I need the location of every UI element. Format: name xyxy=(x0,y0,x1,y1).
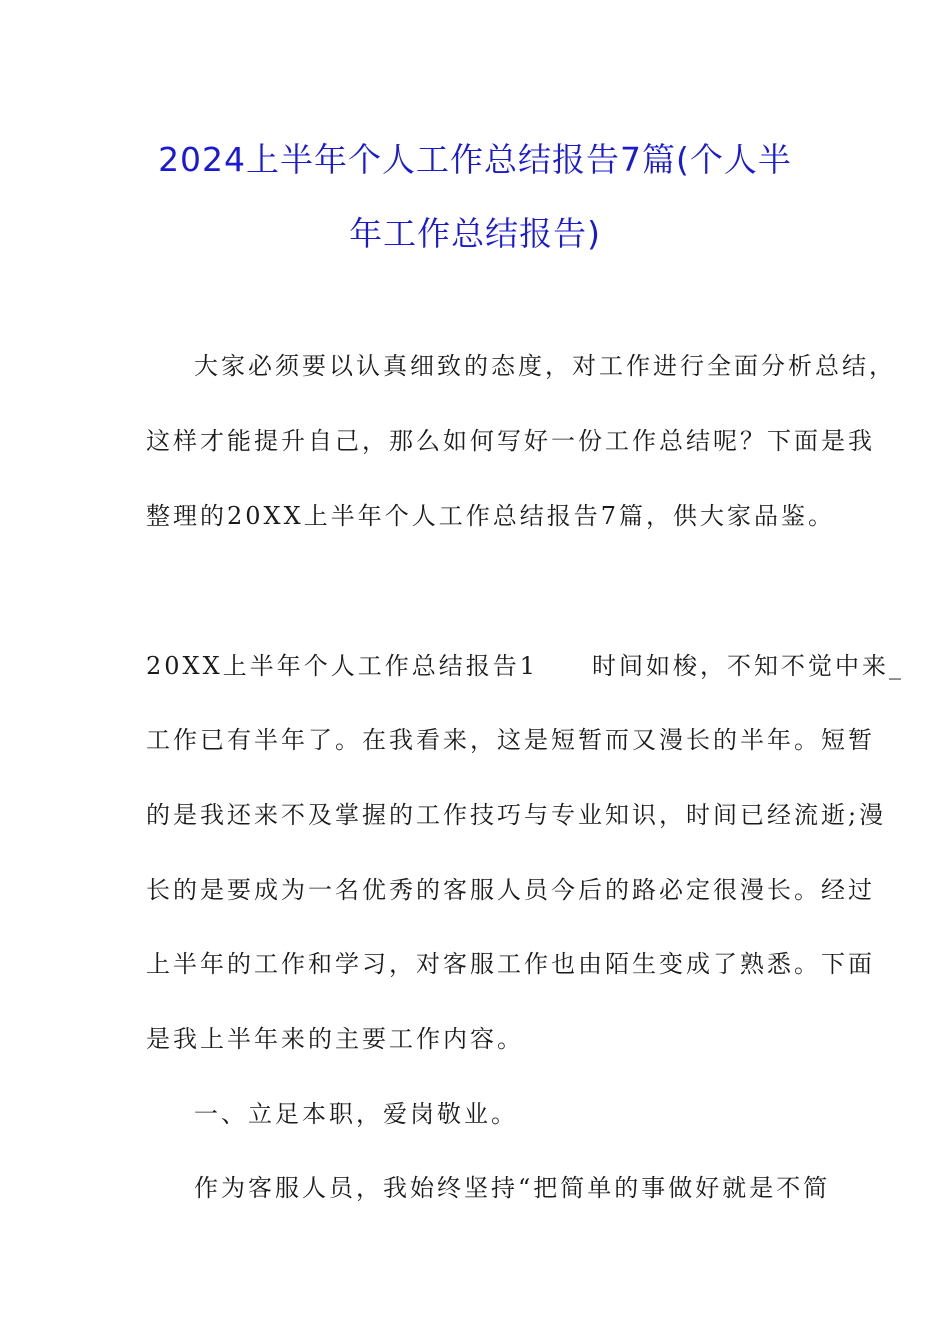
document-title-line-1: 2024上半年个人工作总结报告7篇(个人半 xyxy=(158,140,792,179)
section-1-body-line-5: 是我上半年来的主要工作内容。 xyxy=(146,1025,524,1053)
document-title-line-2: 年工作总结报告) xyxy=(349,214,601,253)
section-1-body-line-3: 长的是要成为一名优秀的客服人员今后的路必定很漫长。经过 xyxy=(146,876,875,904)
intro-line-3: 整理的20XX上半年个人工作总结报告7篇，供大家品鉴。 xyxy=(146,502,835,530)
intro-line-1: 大家必须要以认真细致的态度，对工作进行全面分析总结， xyxy=(194,352,896,380)
section-1-heading-line: 20XX上半年个人工作总结报告1 时间如梭，不知不觉中来_ xyxy=(146,652,904,680)
body-last-line: 作为客服人员，我始终坚持“把简单的事做好就是不简 xyxy=(194,1174,831,1202)
section-1-body-line-1: 工作已有半年了。在我看来，这是短暂而又漫长的半年。短暂 xyxy=(146,726,875,754)
intro-line-2: 这样才能提升自己，那么如何写好一份工作总结呢？下面是我 xyxy=(146,427,875,455)
section-1-body-line-4: 上半年的工作和学习，对客服工作也由陌生变成了熟悉。下面 xyxy=(146,950,875,978)
subheading: 一、立足本职，爱岗敬业。 xyxy=(194,1100,518,1128)
section-1-body-line-2: 的是我还来不及掌握的工作技巧与专业知识，时间已经流逝;漫 xyxy=(146,801,887,829)
